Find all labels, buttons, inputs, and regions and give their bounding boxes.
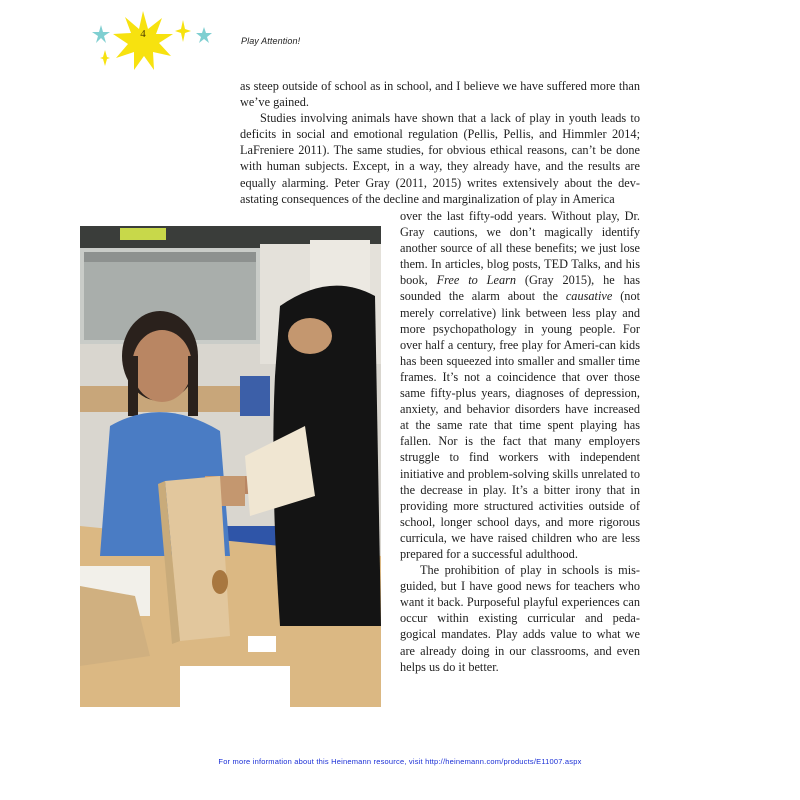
causative-emphasis: causative bbox=[565, 289, 613, 304]
star-yellow-small-icon bbox=[100, 50, 110, 66]
body-text-side-column bbox=[400, 208, 640, 675]
paragraph-2-continued bbox=[400, 208, 640, 562]
star-yellow-sparkle-icon bbox=[175, 20, 191, 42]
paragraph-2-text-b: (Gray 2015), he has sounded the alarm about the bbox=[400, 273, 640, 304]
star-teal-icon bbox=[92, 25, 110, 43]
paragraph-2-text-a: over the last fifty-odd years. Without play, Dr. Gray cautions, we don’t magically identify another source of all these benefits; we just lose them. In articles, blog posts, TED Talks, and his book, bbox=[400, 209, 640, 288]
sun-star-icon bbox=[112, 10, 174, 72]
running-head: Play Attention! bbox=[241, 36, 301, 46]
paragraph-2-start: Studies involving animals have shown that a lack of play in youth leads to deficits in social and emotional regulation (Pellis, Pellis, and Himmler 2014; LaFreniere 2011). The same studies, for obvious ethical reasons, can’t be done with human subjects. Except, in a way, they already have, and the results are equally alarming. Peter Gray (2011, 2015) writes extensively about the dev-astating consequences of the decline and marginalization of play in America bbox=[240, 111, 640, 206]
classroom-photo bbox=[80, 226, 381, 707]
star-teal-small-icon bbox=[196, 27, 212, 43]
footer-link[interactable]: For more information about this Heinemann resource, visit http://heinemann.com/products/E11007.aspx bbox=[218, 757, 582, 766]
photo-illustration bbox=[80, 226, 381, 707]
paragraph-2-text-c: (not merely correlative) link between less play and more psychopathology in young people. For over half a century, free play for Ameri-can kids has been squeezed into smaller and smaller time frames. It’s not a coincidence that over those same fifty-plus years, diagnoses of depression, anxiety, and behavior disorders have increased at the same rate that time spent playing has fallen. Nor is the fact that many employers struggle to find workers with independent initiative and problem-solving skills unrelated to the decrease in play. It’s a bitter irony that in providing more structured activities outside of school, longer school days, and more rigorous curricula, we have raised children who are less prepared for a successful adulthood. bbox=[400, 289, 641, 561]
page-number: 4 bbox=[140, 28, 146, 40]
body-text-full-width bbox=[240, 78, 640, 207]
page-header bbox=[0, 0, 800, 80]
book-title: Free to Learn bbox=[436, 273, 517, 288]
paragraph-1: as steep outside of school as in school, and I believe we have suffered more than we’ve gained. bbox=[240, 79, 640, 110]
paragraph-3: The prohibition of play in schools is mis-guided, but I have good news for teachers who want it back. Purposeful playful experiences can occur within existing curricular and peda-gogical mandates. Play adds value to what we are already doing in our classrooms, and even helps us do it better. bbox=[400, 563, 640, 674]
